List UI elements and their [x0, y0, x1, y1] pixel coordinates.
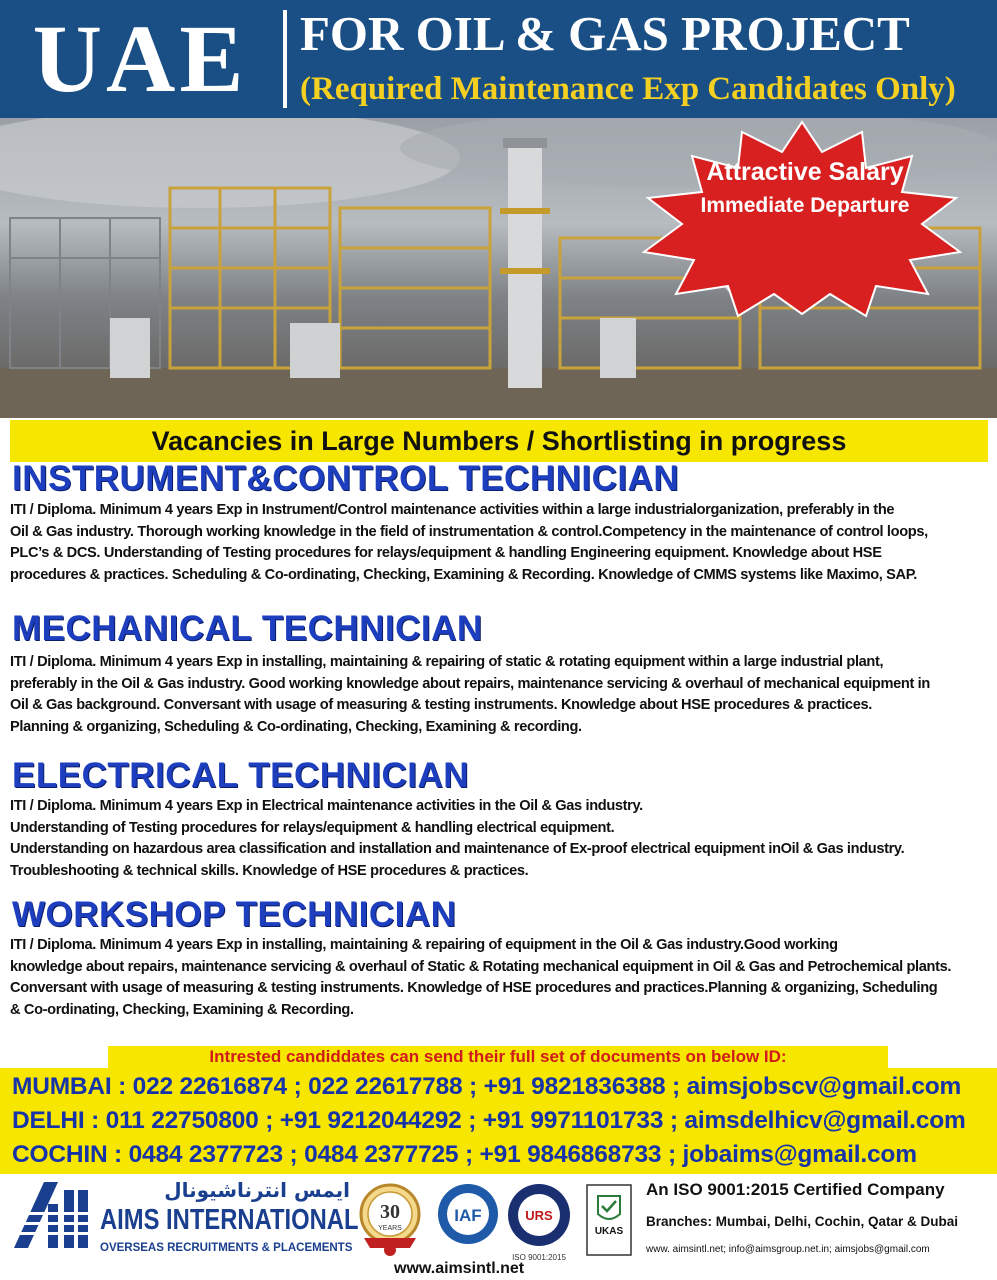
country-title: UAE — [32, 5, 248, 112]
job-description-line: preferably in the Oil & Gas industry. Good working knowledge about repairs, maintenance servicing & overhaul of mechanical equipment in — [10, 675, 930, 692]
job-description-line: procedures & practices. Scheduling & Co-ordinating, Checking, Examining & Recording. Knowledge of CMMS systems like Maximo, SAP. — [10, 566, 917, 583]
job-description-line: Oil & Gas industry. Thorough working knowledge in the field of instrumentation & control.Competency in the maintenance of control loops, — [10, 523, 928, 540]
iso-certification: An ISO 9001:2015 Certified Company — [646, 1180, 945, 1199]
job-title-instrument-control: INSTRUMENT&CONTROL TECHNICIAN — [12, 459, 680, 498]
immediate-departure-text: Immediate Departure — [700, 194, 910, 217]
badge-30-number: 30 — [380, 1201, 400, 1223]
job-description-instrument-control — [10, 500, 992, 586]
job-description-line: ITI / Diploma. Minimum 4 years Exp in installing, maintaining & repairing of static & rotating equipment within a large industrial plant, — [10, 654, 884, 670]
company-tagline: OVERSEAS RECRUITMENTS & PLACEMENTS — [100, 1242, 353, 1254]
job-description-line: knowledge about repairs, maintenance servicing & overhaul of Static & Rotating mechanical equipment in Oil & Gas and Petrochemical plants. — [10, 958, 952, 975]
job-description-line: Understanding on hazardous area classification and installation and maintenance of Ex-proof electrical equipment inOil & Gas industry. — [10, 841, 905, 857]
job-title-mechanical: MECHANICAL TECHNICIAN — [12, 609, 483, 648]
iaf-badge-icon — [436, 1182, 500, 1246]
company-name-arabic: ايمس انترناشيونال — [164, 1178, 350, 1202]
job-description-line: ITI / Diploma. Minimum 4 years Exp in installing, maintaining & repairing of equipment in the Oil & Gas industry.Good working — [10, 937, 838, 953]
job-description-line: ITI / Diploma. Minimum 4 years Exp in Electrical maintenance activities in the Oil & Gas industry. — [10, 798, 643, 814]
project-subtitle: (Required Maintenance Exp Candidates Only) — [300, 71, 956, 107]
application-notice: Intrested candiddates can send their full set of documents on below ID: — [108, 1046, 888, 1068]
aims-logo-icon — [14, 1182, 92, 1248]
job-title-workshop: WORKSHOP TECHNICIAN — [12, 895, 457, 934]
job-description-line: Planning & organizing, Scheduling & Co-ordinating, Checking, Examining & recording. — [10, 718, 582, 735]
urs-iso-caption: ISO 9001:2015 — [512, 1253, 566, 1262]
header-divider — [283, 10, 287, 108]
contact-mumbai: MUMBAI : 022 22616874 ; 022 22617788 ; +91 9821836388 ; aimsjobscv@gmail.com — [12, 1073, 962, 1100]
header-bar — [0, 0, 997, 118]
job-description-line: Oil & Gas background. Conversant with usage of measuring & testing instruments. Knowledge about HSE procedures & practices. — [10, 697, 872, 713]
footer — [0, 1174, 997, 1280]
contact-block — [0, 1068, 997, 1174]
project-title: FOR OIL & GAS PROJECT — [300, 6, 910, 61]
job-description-line: Understanding of Testing procedures for relays/equipment & handling electrical equipment. — [10, 819, 615, 836]
badge-ukas-text: UKAS — [594, 1226, 624, 1237]
badge-urs-text: URS — [525, 1208, 553, 1223]
vacancies-banner-text: Vacancies in Large Numbers / Shortlisting in progress — [151, 426, 847, 456]
badge-30-label: YEARS — [378, 1225, 402, 1232]
website-link[interactable]: www.aimsintl.net — [394, 1260, 525, 1277]
job-description-line: Troubleshooting & technical skills. Knowledge of HSE procedures & practices. — [10, 862, 529, 879]
job-description-line: Conversant with usage of measuring & testing instruments. Knowledge of HSE procedures and practices.Planning & organizing, Scheduling — [10, 980, 938, 996]
30-years-badge-icon — [358, 1182, 422, 1258]
branches-list: Branches: Mumbai, Delhi, Cochin, Qatar & Dubai — [646, 1214, 959, 1229]
contact-delhi: DELHI : 011 22750800 ; +91 9212044292 ; +91 9971101733 ; aimsdelhicv@gmail.com — [12, 1107, 966, 1134]
ukas-badge-icon — [586, 1184, 632, 1256]
urs-badge-icon — [506, 1182, 572, 1248]
company-name: AIMS INTERNATIONAL — [100, 1204, 359, 1236]
job-description-line: PLC’s & DCS. Understanding of Testing procedures for relays/equipment & handling Engineering equipment. Knowledge about HSE — [10, 545, 882, 561]
vacancies-banner — [10, 420, 988, 462]
job-description-workshop — [10, 935, 992, 1021]
job-description-electrical — [10, 796, 992, 882]
job-description-line: & Co-ordinating, Checking, Examining & Recording. — [10, 1001, 354, 1018]
attractive-salary-text: Attractive Salary — [706, 158, 904, 186]
contact-cochin: COCHIN : 0484 2377723 ; 0484 2377725 ; +91 9846868733 ; jobaims@gmail.com — [12, 1141, 917, 1168]
web-and-emails: www. aimsintl.net; info@aimsgroup.net.in; aimsjobs@gmail.com — [646, 1244, 930, 1255]
job-description-mechanical — [10, 652, 992, 738]
job-title-electrical: ELECTRICAL TECHNICIAN — [12, 756, 470, 795]
badge-iaf-text: IAF — [454, 1206, 482, 1225]
job-description-line: ITI / Diploma. Minimum 4 years Exp in Instrument/Control maintenance activities within a large industrialorganization, preferably in the — [10, 502, 895, 518]
offer-starburst — [640, 118, 965, 318]
